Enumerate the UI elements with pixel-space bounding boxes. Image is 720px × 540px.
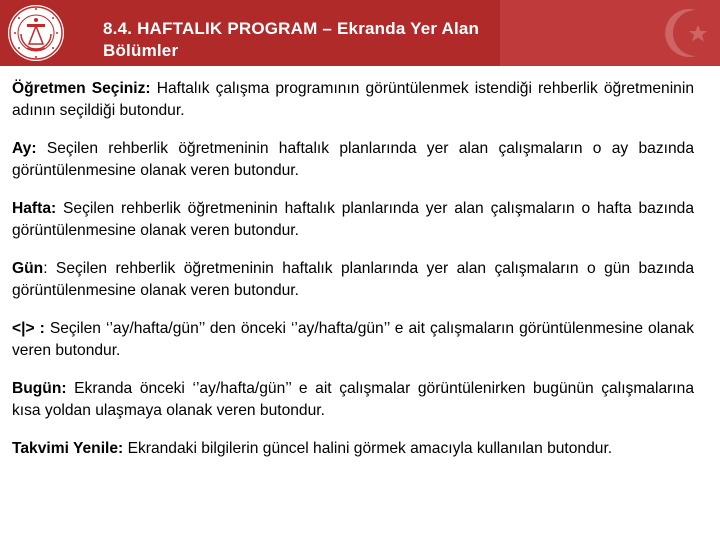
definitions-list — [12, 78, 694, 476]
definition-navigation-arrows — [12, 318, 694, 362]
star-crescent-watermark-icon — [646, 4, 712, 62]
definition-text: Seçilen rehberlik öğretmeninin haftalık planlarında yer alan çalışmaların o ay bazında görüntülenmesine olanak veren butondur. — [12, 140, 694, 179]
definition-bugun — [12, 378, 694, 422]
definition-text: Haftalık çalışma programının görüntülenmek istendiği rehberlik öğretmeninin adının seçildiği butondur. — [12, 80, 694, 119]
definition-hafta — [12, 198, 694, 242]
page-title-line1: 8.4. HAFTALIK PROGRAM – Ekranda Yer Alan — [103, 19, 480, 38]
definition-term: Ay: — [12, 140, 37, 157]
definition-ay — [12, 138, 694, 182]
definition-term: Hafta: — [12, 200, 57, 217]
page-title-line2: Bölümler — [103, 41, 179, 60]
definition-text: : Seçilen rehberlik öğretmeninin haftalık planlarında yer alan çalışmaların o gün bazında görüntülenmesine olanak veren butondur. — [12, 260, 694, 299]
definition-term: Bugün: — [12, 380, 67, 397]
definition-text: Ekranda önceki ‘’ay/hafta/gün’’ e ait çalışmalar görüntülenirken bugünün çalışmalarına kısa yoldan ulaşmaya olanak veren butondur. — [12, 380, 694, 419]
definition-term: Gün — [12, 260, 44, 277]
definition-term: <|> : — [12, 320, 45, 337]
definition-term: Öğretmen Seçiniz: — [12, 80, 151, 97]
header-bar — [0, 0, 720, 66]
definition-takvimi-yenile — [12, 438, 694, 460]
page-title — [103, 18, 623, 62]
definition-term: Takvimi Yenile: — [12, 440, 124, 457]
definition-text: Seçilen ‘’ay/hafta/gün’’ den önceki ‘’ay/hafta/gün’’ e ait çalışmaların görüntülenmesine olanak veren butondur. — [12, 320, 695, 359]
definition-gun — [12, 258, 694, 302]
definition-ogretmen-seciniz — [12, 78, 694, 122]
meb-emblem-icon — [7, 4, 65, 62]
definition-text: Seçilen rehberlik öğretmeninin haftalık planlarında yer alan çalışmaların o hafta bazında görüntülenmesine olanak veren butondur. — [12, 200, 694, 239]
definition-text: Ekrandaki bilgilerin güncel halini görmek amacıyla kullanılan butondur. — [123, 440, 613, 457]
